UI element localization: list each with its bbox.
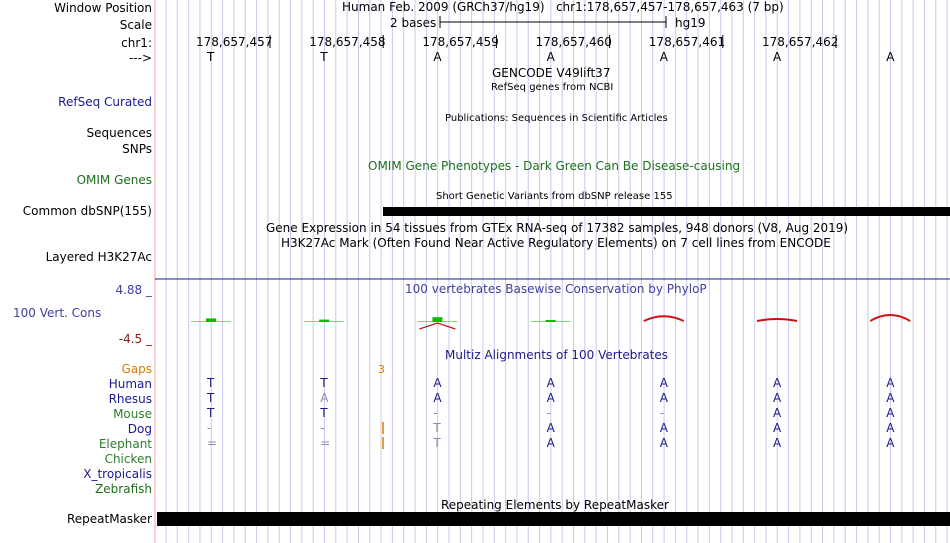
refseq-subtitle: RefSeq genes from NCBI (491, 82, 614, 93)
alignment-base: A (773, 406, 782, 420)
alignment-base: T (320, 376, 328, 390)
alignment-base: = (207, 436, 218, 450)
alignment-base: T (433, 421, 441, 435)
reference-base: T (320, 50, 328, 64)
sequences-label[interactable]: Sequences (86, 126, 152, 140)
alignment-base: A (659, 391, 669, 405)
alignment-base: - (433, 406, 438, 420)
window-position-value: Human Feb. 2009 (GRCh37/hg19) chr1:178,657,457-178,657,463 (7 bp) (342, 0, 784, 14)
phylop-bar (191, 318, 231, 322)
common-dbsnp-label[interactable]: Common dbSNP(155) (22, 204, 152, 218)
repeatmasker-label[interactable]: RepeatMasker (66, 512, 152, 526)
alignment-base: A (886, 421, 895, 435)
publications-title: Publications: Sequences in Scientific Articles (445, 113, 668, 124)
gencode-title: GENCODE V49lift37 (492, 66, 611, 80)
scale-text: 2 bases (390, 16, 437, 30)
reference-base: A (886, 50, 895, 64)
alignment-base: A (659, 421, 669, 435)
layered-h3k27ac-label[interactable]: Layered H3K27Ac (45, 250, 152, 264)
chr-position-label: 178,657,457 (196, 35, 273, 49)
repeatmasker-feature-bar[interactable] (157, 512, 950, 526)
alignment-base: T (320, 406, 328, 420)
species-label[interactable]: X_tropicalis (83, 467, 152, 481)
chr-position-label: 178,657,462 (762, 35, 839, 49)
species-label[interactable]: Zebrafish (95, 482, 152, 496)
alignment-base: - (659, 406, 665, 420)
chr-position-label: 178,657,458 (309, 35, 386, 49)
gap-count: 3 (378, 363, 385, 376)
phylop-max-label: 4.88 _ (115, 283, 152, 297)
phylop-label[interactable]: 100 Vert. Cons (13, 306, 102, 320)
reference-base: A (546, 50, 555, 64)
reference-base: A (659, 50, 669, 64)
omim-title: OMIM Gene Phenotypes - Dark Green Can Be Disease-causing (368, 159, 741, 173)
alignment-base: A (886, 406, 895, 420)
chr-position-label: 178,657,459 (422, 35, 499, 49)
phylop-bar (531, 320, 571, 322)
alignment-base: A (886, 376, 895, 390)
dbsnp-title: Short Genetic Variants from dbSNP release 155 (436, 191, 673, 202)
alignment-base: A (546, 436, 555, 450)
alignment-base: A (773, 421, 782, 435)
species-label[interactable]: Mouse (113, 407, 152, 421)
alignment-base: A (546, 421, 555, 435)
alignment-base: A (886, 436, 895, 450)
phylop-bar (304, 320, 344, 322)
species-label[interactable]: Elephant (98, 437, 152, 451)
alignment-base: A (773, 436, 782, 450)
species-label[interactable]: Dog (127, 422, 152, 436)
chr-position-label: 178,657,460 (535, 35, 612, 49)
phylop-title: 100 vertebrates Basewise Conservation by PhyloP (405, 282, 707, 296)
gaps-label: Gaps (121, 362, 152, 376)
alignment-base: T (207, 391, 215, 405)
alignment-base: A (659, 376, 669, 390)
multiz-title: Multiz Alignments of 100 Vertebrates (445, 348, 669, 362)
window-position-label: Window Position (54, 1, 152, 15)
repeat-title: Repeating Elements by RepeatMasker (441, 498, 669, 512)
alignment-base: - (320, 421, 325, 435)
h3k27ac-title: H3K27Ac Mark (Often Found Near Active Regulatory Elements) on 7 cell lines from ENCODE (281, 236, 831, 250)
reference-base: A (773, 50, 782, 64)
alignment-base: A (773, 391, 782, 405)
reference-base: A (433, 50, 442, 64)
alignment-base: A (773, 376, 782, 390)
alignment-base: A (546, 376, 555, 390)
alignment-base: A (433, 376, 442, 390)
phylop-min-label: -4.5 _ (118, 332, 152, 346)
scale-label: Scale (119, 18, 152, 32)
scale-bar (440, 16, 666, 28)
omim-genes-label[interactable]: OMIM Genes (76, 173, 152, 187)
alignment-base: A (320, 391, 329, 405)
alignment-base: A (433, 391, 442, 405)
species-label[interactable]: Chicken (104, 452, 152, 466)
alignment-base: T (207, 406, 215, 420)
reference-base: T (207, 50, 215, 64)
snps-label[interactable]: SNPs (122, 142, 152, 156)
chr-label: chr1: (121, 36, 152, 50)
chr-position-label: 178,657,461 (648, 35, 726, 49)
alignment-base: A (546, 391, 555, 405)
dbsnp-feature-bar[interactable] (383, 207, 950, 216)
strand-label: ---> (128, 51, 152, 65)
alignment-base: T (433, 436, 441, 450)
alignment-base: A (886, 391, 895, 405)
alignment-base: = (320, 436, 331, 450)
species-label[interactable]: Human (108, 377, 152, 391)
alignment-base: - (546, 406, 551, 420)
scale-assembly: hg19 (675, 16, 706, 30)
alignment-base: T (207, 376, 215, 390)
alignment-base: - (207, 421, 212, 435)
gtex-title: Gene Expression in 54 tissues from GTEx RNA-seq of 17382 samples, 948 donors (V8, Aug 2019) (266, 221, 849, 235)
species-label[interactable]: Rhesus (108, 392, 152, 406)
alignment-base: A (659, 436, 669, 450)
refseq-curated-label[interactable]: RefSeq Curated (58, 95, 152, 109)
